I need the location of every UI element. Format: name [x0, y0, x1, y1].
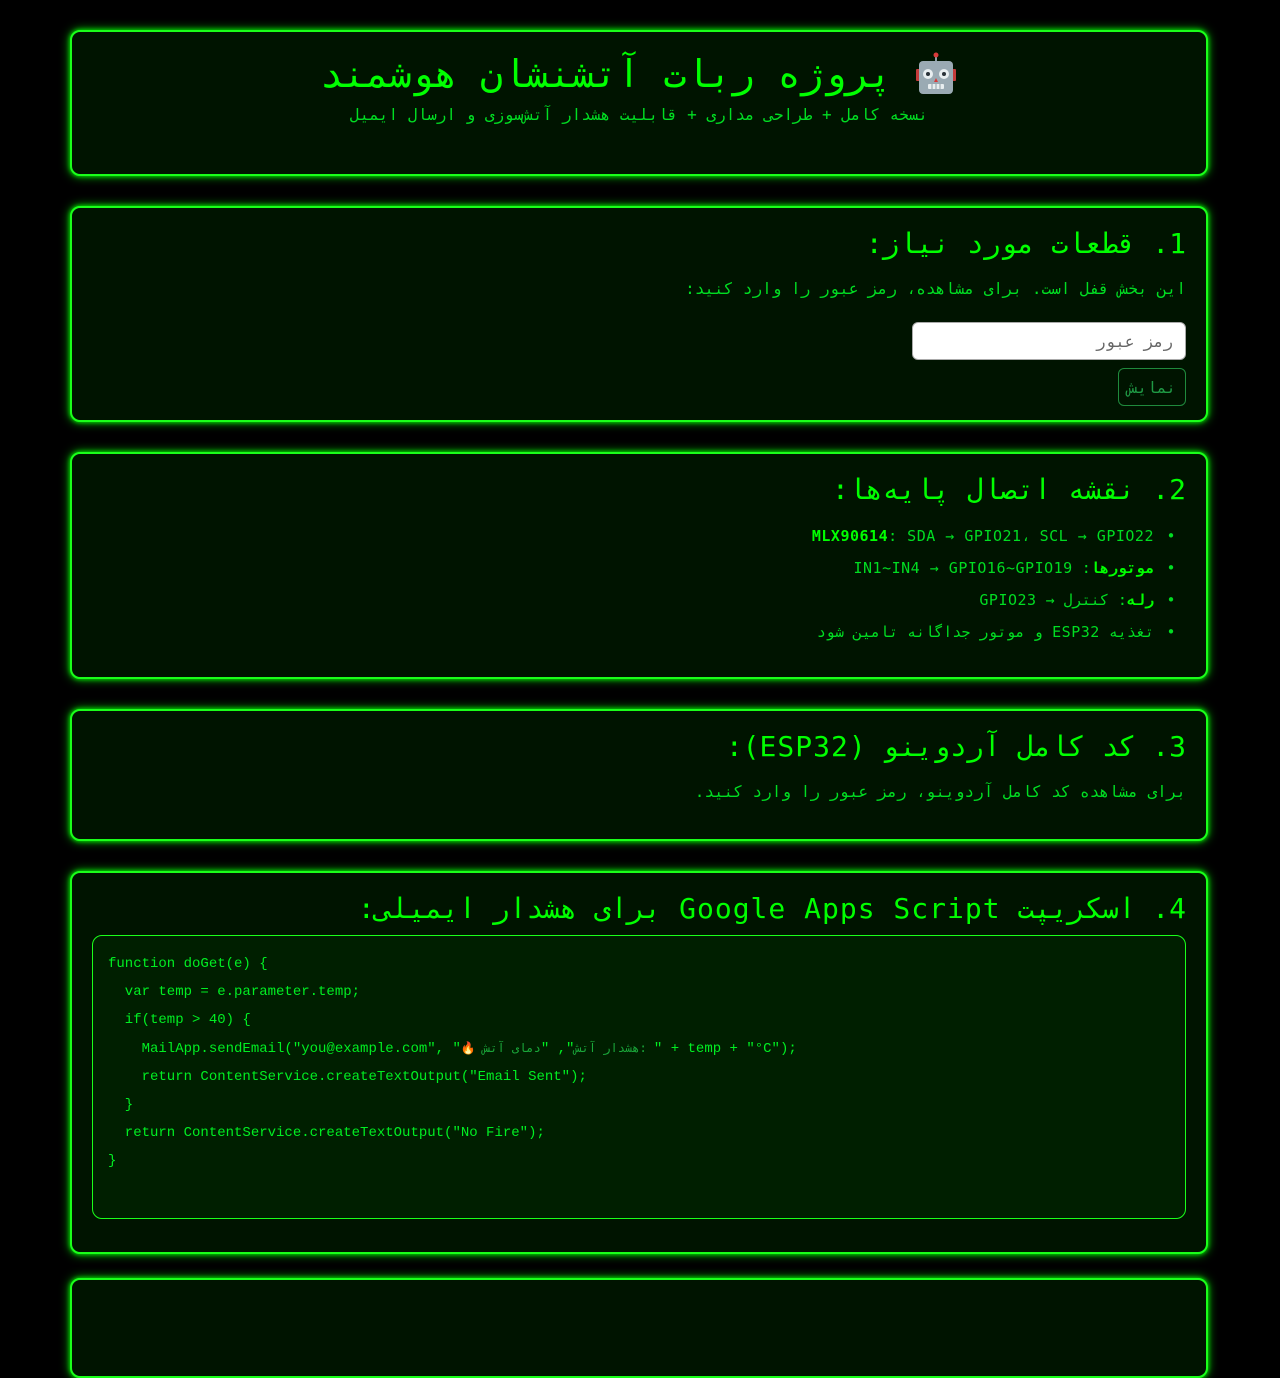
section-arduino-lock-note: برای مشاهده کد کامل آردوینو، رمز عبور را وارد کنید.	[694, 782, 1186, 801]
page-subtitle: نسخه کامل + طراحی مداری + قابلیت هشدار آتش‌سوزی و ارسال ایمیل	[350, 105, 928, 124]
email-body: دمای آتش:	[483, 1041, 654, 1055]
section-pin-map	[70, 452, 1208, 679]
page-title	[92, 0, 1186, 103]
section-parts	[70, 206, 1208, 422]
section-arduino-code	[70, 709, 1208, 841]
pin-label: MLX90614	[811, 527, 889, 545]
code-text: function doGet(e) { var temp = e.parameter.temp; if(temp > 40) { MailApp.sendEmail("you@example.com", "🔥 هشدار آتش", "دمای آتش: " + temp + "°C"); return ContentService.createTextOutput("Email Sent"); } return ContentService.createTextOutput("No Fire"); }	[108, 956, 797, 1169]
email-subject: 🔥 هشدار آتش	[460, 1041, 640, 1055]
page-title-text: پروژه ربات آتشنشان هوشمند	[320, 52, 892, 96]
pin-text: کنترل → GPIO23	[979, 591, 1118, 609]
header-card	[70, 30, 1208, 176]
list-item: • MLX90614: SDA → GPIO21، SCL → GPIO22	[92, 520, 1176, 552]
pin-text: تغذیه ESP32 و موتور جداگانه تامین شود	[816, 623, 1154, 641]
robot-icon	[914, 52, 958, 96]
pin-text: IN1~IN4 → GPIO16~GPIO19	[853, 559, 1082, 577]
list-item: • موتورها: IN1~IN4 → GPIO16~GPIO19	[92, 552, 1176, 584]
section-pin-map-title: 2. نقشه اتصال پایه‌ها:	[831, 473, 1186, 506]
section-apps-script-title: 4. اسکریپت Google Apps Script برای هشدار ایمیلی:	[357, 892, 1186, 925]
pin-text: SDA → GPIO21، SCL → GPIO22	[897, 527, 1154, 545]
list-item	[92, 616, 1176, 648]
password-input[interactable]	[912, 322, 1186, 360]
pin-label: موتورها	[1090, 559, 1154, 577]
next-section-card	[70, 1278, 1208, 1378]
code-block	[92, 935, 1186, 1219]
section-parts-title: 1. قطعات مورد نیاز:	[865, 227, 1186, 260]
section-parts-lock-note: این بخش قفل است. برای مشاهده، رمز عبور را وارد کنید:	[685, 279, 1186, 298]
section-apps-script	[70, 871, 1208, 1254]
pin-label: رله	[1126, 591, 1154, 609]
section-arduino-title: 3. کد کامل آردوینو (ESP32):	[725, 730, 1186, 763]
show-button[interactable]: نمایش	[1118, 368, 1186, 406]
pin-list	[92, 520, 1186, 648]
list-item: • رله: کنترل → GPIO23	[92, 584, 1176, 616]
